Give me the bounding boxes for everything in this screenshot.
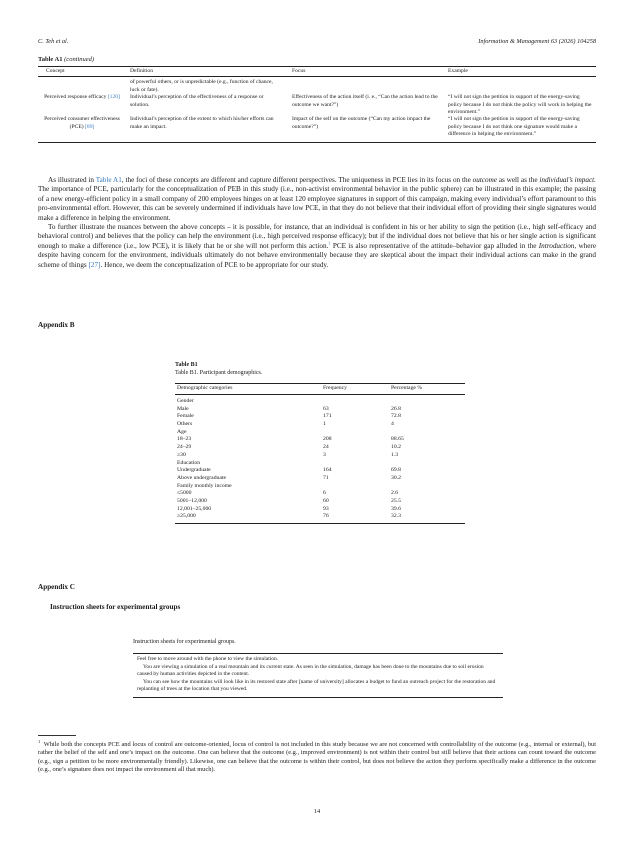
table-a1-col-definition: Definition bbox=[126, 67, 284, 77]
table-cell: 39.6 bbox=[391, 505, 401, 512]
table-cell: 71 bbox=[323, 474, 329, 481]
table-cell: 25.5 bbox=[391, 498, 401, 505]
table-cell bbox=[321, 483, 389, 491]
table-row bbox=[175, 490, 465, 498]
table-cell: 24–29 bbox=[177, 444, 192, 451]
table-cell: 32.3 bbox=[389, 513, 465, 523]
table-b1-label: Table B1 bbox=[175, 362, 198, 368]
table-b1-col-category: Demographic categories bbox=[175, 384, 321, 395]
table-cell: 26.8 bbox=[391, 405, 401, 412]
table-cell: of powerful others, or is unpredictable (e.g., function of chance, luck or fate). bbox=[130, 79, 273, 93]
table-a1 bbox=[38, 66, 596, 143]
body-text bbox=[38, 176, 596, 270]
table-cell: Perceived consumer effectiveness (PCE) [89] bbox=[38, 116, 126, 142]
instruction-box bbox=[133, 653, 503, 698]
table-cell: Effectiveness of the action itself (i. e., “Can the action lead to the outcome we want?”) bbox=[292, 94, 438, 108]
appendix-b-heading: Appendix B bbox=[38, 321, 75, 329]
table-row bbox=[175, 436, 465, 444]
paragraph-1: As illustrated in Table A1, the foci of these concepts are different and capture different perspectives. The uniqueness in PCE lies in its focus on the outcome as well as the individual’s impact. The importance of PCE, particularly for the conceptualization of PEB in this study (i.e., non-activist environmental behavior in the public sphere) can be illustrated in this example; the passing of a new energy-efficient policy in a small company of 200 employees hinges on at least 120 employee signatures in support of this campaign, making every individual’s effort paramount to this pro-environmental effort. However, this can be severely undermined if individuals have low PCE, in that they do not believe that their individual effort of providing their single signatures would make a difference in helping the environment. bbox=[38, 176, 596, 222]
table-b1-body bbox=[175, 394, 465, 523]
table-row bbox=[175, 467, 465, 475]
table-row bbox=[175, 513, 465, 523]
table-cell: “I will not sign the petition in support of the energy-saving policy because I do not think one signature would make a difference in helping the environment.” bbox=[442, 116, 596, 142]
table-row bbox=[175, 475, 465, 483]
table-b1-container bbox=[175, 362, 465, 524]
table-cell: 30.2 bbox=[391, 474, 401, 481]
table-cell: 18–23 bbox=[177, 436, 192, 443]
citation-link[interactable]: [27] bbox=[88, 260, 101, 269]
table-b1-col-frequency: Frequency bbox=[321, 384, 389, 395]
table-cell: Individual’s perception of the effectiveness of a response or solution. bbox=[130, 94, 264, 108]
table-cell bbox=[321, 460, 389, 468]
table-row bbox=[175, 406, 465, 414]
table-row bbox=[175, 452, 465, 460]
table-cell bbox=[321, 394, 389, 405]
table-cell: Undergraduate bbox=[177, 467, 211, 474]
table-row bbox=[175, 444, 465, 452]
table-row bbox=[175, 506, 465, 514]
table-a1-header-row bbox=[38, 67, 596, 77]
table-cell: 1.3 bbox=[391, 451, 399, 458]
table-cell bbox=[389, 394, 465, 405]
table-cell: 88.65 bbox=[391, 436, 404, 443]
table-cell: 171 bbox=[323, 413, 332, 420]
table-cell: Above undergraduate bbox=[177, 474, 227, 481]
footnote-text: While both the concepts PCE and locus of control are outcome-oriented, locus of control is not included in this study because we are not concerned with controllability of the outcome (e.g., internal or external), but rather the belief of the self and one’s impact on the outcome. One can believe that the outcome (e.g., improved environment) is not within their control but still believe that their actions can count toward the outcome (e.g., sign a petition to be more environmentally friendly). Likewise, one can believe that the outcome is within their control, but does not believe the action they perform specifically make a difference in the outcome (e.g., one’s signature does not impact the environment all that much). bbox=[38, 741, 596, 773]
table-cell: 1 bbox=[323, 421, 326, 427]
footnote-marker[interactable]: 1 bbox=[328, 240, 331, 246]
table-row bbox=[38, 116, 596, 142]
table-cell: 3 bbox=[323, 451, 326, 458]
running-header-journal: Information & Management 63 (2026) 104258 bbox=[478, 38, 596, 45]
table-b1-caption: Table B1. Participant demographics. bbox=[175, 369, 263, 376]
table-cell: Age bbox=[177, 428, 187, 435]
instruction-line: Feel free to move around with the phone to view the simulation. bbox=[137, 656, 279, 662]
table-row bbox=[175, 413, 465, 421]
table-row bbox=[175, 421, 465, 429]
table-cell: 164 bbox=[323, 467, 332, 474]
table-cell: “I will not sign the petition in support of the energy-saving policy because I do not think the policy will work in helping the environment.” bbox=[448, 94, 592, 116]
table-b1-col-percentage: Percentage % bbox=[389, 384, 465, 395]
table-cell: ≤5000 bbox=[177, 490, 192, 497]
table-a1-label: Table A1 bbox=[38, 56, 63, 63]
table-cell: Individual’s perception of the extent to which his/her efforts can make an impact. bbox=[126, 116, 284, 142]
table-cell: 12,001–25,000 bbox=[177, 505, 212, 512]
appendix-c-subheading: Instruction sheets for experimental groups bbox=[50, 603, 181, 611]
table-cell: 76 bbox=[321, 513, 389, 523]
table-cell bbox=[389, 460, 465, 468]
table-cell: 208 bbox=[323, 436, 332, 443]
footnote bbox=[38, 738, 596, 774]
table-a1-col-focus: Focus bbox=[284, 67, 442, 77]
running-header-authors: C. Teh et al. bbox=[38, 38, 69, 45]
table-row bbox=[175, 483, 465, 491]
table-cell: Gender bbox=[177, 397, 194, 404]
table-cell: 69.8 bbox=[391, 467, 401, 474]
table-cell: 6 bbox=[323, 490, 326, 497]
table-cell: 93 bbox=[323, 505, 329, 512]
table-row bbox=[175, 394, 465, 405]
appendix-c-heading: Appendix C bbox=[38, 583, 75, 591]
instruction-box-title: Instruction sheets for experimental groups. bbox=[133, 639, 236, 645]
table-cell: 4 bbox=[391, 421, 394, 427]
table-cell: ≥25,000 bbox=[175, 513, 321, 523]
table-cell bbox=[389, 429, 465, 437]
table-cell: ≥30 bbox=[177, 451, 186, 458]
table-cell: 24 bbox=[323, 444, 329, 451]
footnote-number: 1 bbox=[38, 738, 41, 744]
citation-link[interactable]: [120] bbox=[107, 94, 120, 101]
table-row bbox=[175, 429, 465, 437]
table-cell: Others bbox=[177, 421, 193, 427]
table-cell: 2.6 bbox=[391, 490, 399, 497]
instruction-line: You can see how the mountains will look like in its restored state after [name of university] allocates a budget to fund an outreach project for the restoration and replanting of trees at the location that you viewed. bbox=[137, 678, 496, 693]
footnote-divider bbox=[38, 735, 76, 736]
table-cell: Family monthly income bbox=[177, 482, 232, 489]
table-cell: 10.2 bbox=[391, 444, 401, 451]
table-b1-header-row bbox=[175, 384, 465, 395]
citation-link[interactable]: [89] bbox=[85, 123, 95, 130]
table-cell: 72.8 bbox=[391, 413, 401, 420]
table-cell: Perceived response efficacy [120] bbox=[44, 94, 120, 101]
table-a1-col-example: Example bbox=[442, 67, 596, 77]
table-cell bbox=[389, 483, 465, 491]
table-a1-col-concept: Concept bbox=[38, 67, 126, 77]
table-cell: 63 bbox=[323, 405, 329, 412]
instruction-line: You are viewing a simulation of a real mountain and its current state. As seen in the simulation, damage has been done to the mountains due to soil erosion caused by human activities depicted in the content. bbox=[137, 663, 484, 678]
table-cell: Education bbox=[177, 459, 201, 466]
table-a1-title bbox=[38, 56, 94, 63]
table-cell: 5001–12,000 bbox=[177, 498, 207, 505]
table-row bbox=[38, 77, 596, 94]
table-cell: 60 bbox=[323, 498, 329, 505]
table-cell: Impact of the self on the outcome (“Can my action impact the outcome?”) bbox=[284, 116, 442, 142]
table-row bbox=[175, 498, 465, 506]
table-a1-link[interactable]: Table A1 bbox=[95, 176, 122, 184]
table-cell bbox=[321, 429, 389, 437]
paragraph-2: To further illustrate the nuances between the above concepts – it is possible, for instance, that an individual is confident in his or her ability to sign the petition (i.e., high self-efficacy and behavioral control) and believes that the policy can help the environment (i.e., high perceived response efficacy); but if the individual does not believe that his or her single action is significant enough to make a difference (i.e., low PCE), it is likely that he or she will not perform this action.$^1$ PCE is also representative of the attitude–behavior gap alluded in the Introduction, where despite having concern for the environment, individuals ultimately do not behave environmentally because they are skeptical about the impact their individual actions can make in the grand scheme of things [27]. Hence, we deem the conceptualization of PCE to be appropriate for our study. bbox=[38, 223, 597, 269]
table-row bbox=[175, 460, 465, 468]
page-number: 14 bbox=[313, 808, 321, 815]
table-cell: Female bbox=[177, 413, 194, 420]
table-b1 bbox=[175, 383, 465, 524]
table-row bbox=[38, 94, 596, 116]
table-a1-continued: (continued) bbox=[64, 56, 95, 63]
table-cell: Male bbox=[177, 405, 189, 412]
